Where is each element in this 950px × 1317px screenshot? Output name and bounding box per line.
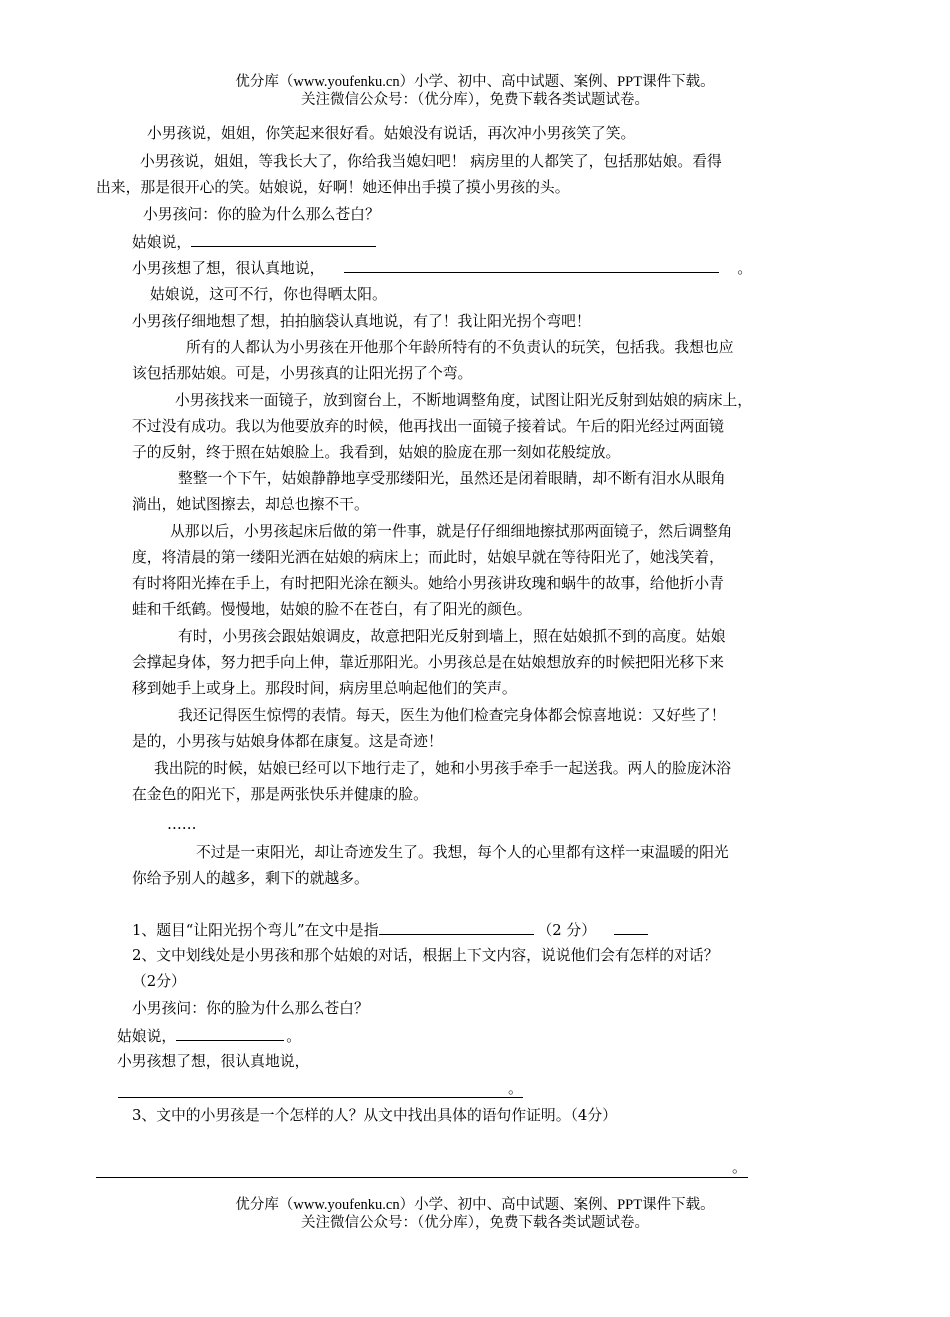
question-2-period: 。 — [286, 1028, 302, 1045]
header-line-2: 关注微信公众号：（优分库），免费下载各类试题试卷。 — [301, 92, 649, 108]
header-line-1: 优分库（www.youfenku.cn）小学、初中、高中试题、案例、PPT课件下载。 — [235, 74, 715, 90]
question-2b: （2分） — [132, 973, 186, 990]
story-paragraph-7b: 淌出，她试图擦去，却总也擦不干。 — [132, 496, 369, 513]
story-paragraph-11a: 我出院的时候，姑娘已经可以下地行走了，她和小男孩手牵手一起送我。两人的脸庞沐浴 — [154, 760, 732, 777]
story-ellipsis: …… — [167, 816, 197, 833]
story-paragraph-2b: 出来，那是很开心的笑。姑娘说，好啊！她还伸出手摸了摸小男孩的头。 — [96, 179, 570, 196]
story-paragraph-12b: 你给予别人的越多，剩下的就越多。 — [132, 870, 369, 887]
story-paragraph-6c: 子的反射，终于照在姑娘脸上。我看到，姑娘的脸庞在那一刻如花般绽放。 — [132, 444, 621, 461]
story-paragraph-1: 小男孩说，姐姐，你笑起来很好看。姑娘没有说话，再次冲小男孩笑了笑。 — [147, 125, 636, 142]
story-boy-question: 小男孩问：你的脸为什么那么苍白？ — [143, 206, 380, 223]
question-2a: 2、文中划线处是小男孩和那个姑娘的对话，根据上下文内容，说说他们会有怎样的对话？ — [132, 947, 719, 964]
question-1-text: 1、题目“让阳光拐个弯儿”在文中是指 — [132, 922, 379, 939]
boy-answer-blank[interactable] — [344, 258, 719, 273]
story-girl-says: 姑娘说， — [132, 234, 192, 251]
story-paragraph-10b: 是的，小男孩与姑娘身体都在康复。这是奇迹！ — [132, 733, 443, 750]
story-paragraph-9b: 会撑起身体，努力把手向上伸，靠近那阳光。小男孩总是在姑娘想放弃的时候把阳光移下来 — [132, 654, 724, 671]
story-boy-answer-line — [132, 258, 752, 279]
girl-answer-blank[interactable] — [191, 232, 376, 247]
question-3-answer-blank[interactable] — [96, 1177, 748, 1178]
story-paragraph-5a: 所有的人都认为小男孩在开他那个年龄所特有的不负责认的玩笑，包括我。我想也应 — [186, 339, 734, 356]
story-paragraph-10a: 我还记得医生惊愕的表情。每天，医生为他们检查完身体都会惊喜地说：又好些了！ — [178, 707, 726, 724]
story-paragraph-11b: 在金色的阳光下，那是两张快乐并健康的脸。 — [132, 786, 428, 803]
question-1 — [132, 920, 648, 941]
story-paragraph-6a: 小男孩找来一面镜子，放到窗台上，不断地调整角度，试图让阳光反射到姑娘的病床上， — [175, 392, 753, 409]
story-paragraph-6b: 不过没有成功。我以为他要放弃的时候，他再找出一面镜子接着试。午后的阳光经过两面镜 — [132, 418, 724, 435]
story-paragraph-9c: 移到她手上或身上。那段时间，病房里总响起他们的笑声。 — [132, 680, 517, 697]
story-paragraph-4: 小男孩仔细地想了想，拍拍脑袋认真地说，有了！我让阳光拐个弯吧！ — [132, 313, 591, 330]
footer-line-1: 优分库（www.youfenku.cn）小学、初中、高中试题、案例、PPT课件下载。 — [235, 1197, 715, 1213]
story-paragraph-8c: 有时将阳光捧在手上，有时把阳光涂在额头。她给小男孩讲玫瑰和蜗牛的故事，给他折小青 — [132, 575, 724, 592]
story-paragraph-7a: 整整一个下午，姑娘静静地享受那缕阳光，虽然还是闭着眼睛，却不断有泪水从眼角 — [178, 470, 726, 487]
question-2-girl-blank[interactable] — [176, 1026, 284, 1041]
question-1-score: （2 分） — [537, 922, 597, 939]
story-paragraph-12a: 不过是一束阳光，却让奇迹发生了。我想，每个人的心里都有这样一束温暖的阳光 — [196, 844, 729, 861]
question-2-boy-period: 。 — [508, 1080, 523, 1097]
footer-line-2: 关注微信公众号：（优分库），免费下载各类试题试卷。 — [301, 1215, 649, 1231]
story-period: 。 — [737, 260, 753, 277]
question-1-extra-blank[interactable] — [614, 920, 648, 935]
question-2-girl-line — [117, 1026, 301, 1047]
story-paragraph-8a: 从那以后，小男孩起床后做的第一件事，就是仔仔细细地擦拭那两面镜子，然后调整角 — [170, 523, 733, 540]
story-paragraph-2a: 小男孩说，姐姐，等我长大了，你给我当媳妇吧！ 病房里的人都笑了，包括那姑娘。看得 — [140, 153, 722, 170]
question-3-period: 。 — [732, 1159, 747, 1176]
story-paragraph-5b: 该包括那姑娘。可是，小男孩真的让阳光拐了个弯。 — [132, 365, 473, 382]
question-2-girl-says: 姑娘说， — [117, 1028, 177, 1045]
question-1-blank[interactable] — [379, 920, 534, 935]
story-paragraph-3: 姑娘说，这可不行，你也得晒太阳。 — [150, 286, 387, 303]
story-paragraph-8b: 度，将清晨的第一缕阳光洒在姑娘的病床上；而此时，姑娘早就在等待阳光了，她浅笑着， — [132, 549, 724, 566]
story-paragraph-8d: 蛙和千纸鹤。慢慢地，姑娘的脸不在苍白，有了阳光的颜色。 — [132, 601, 532, 618]
story-paragraph-9a: 有时，小男孩会跟姑娘调皮，故意把阳光反射到墙上，照在姑娘抓不到的高度。姑娘 — [178, 628, 726, 645]
story-girl-answer-line — [132, 232, 376, 253]
story-boy-thinks: 小男孩想了想，很认真地说， — [132, 260, 325, 277]
question-2-boy-ask: 小男孩问：你的脸为什么那么苍白？ — [132, 1000, 369, 1017]
question-2-boy-blank[interactable] — [118, 1097, 523, 1098]
question-3: 3、文中的小男孩是一个怎样的人？从文中找出具体的语句作证明。（4分） — [132, 1107, 617, 1124]
question-2-boy-line: 小男孩想了想，很认真地说， — [117, 1053, 310, 1070]
